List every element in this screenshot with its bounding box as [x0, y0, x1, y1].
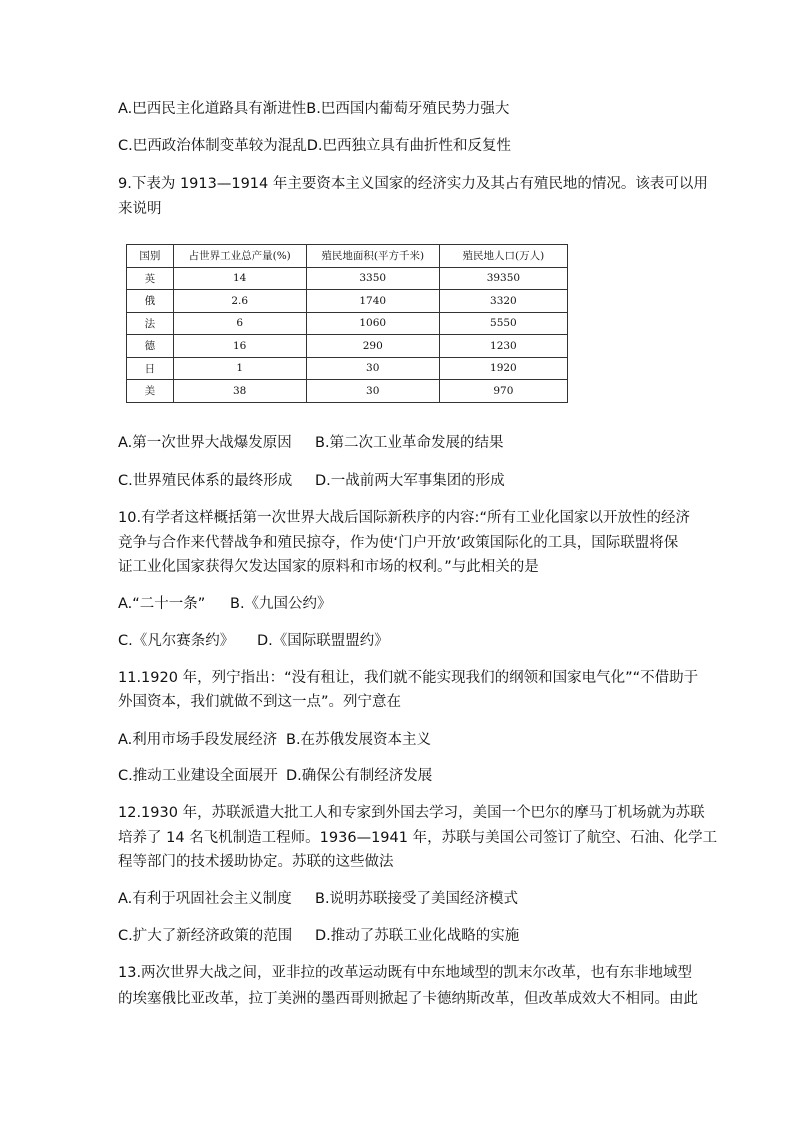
q9-option-b: B.第二次工业革命发展的结果: [315, 435, 504, 451]
q9-options-row-2: [118, 473, 505, 489]
table-row: [127, 357, 568, 380]
table-cell: 39350: [439, 267, 567, 290]
table-cell: 1230: [439, 335, 567, 358]
q11-stem-line-1: 11.1920 年，列宁指出：“没有租让，我们就不能实现我们的纲领和国家电气化”“不借助于: [118, 670, 699, 686]
q10-stem-line-1: 10.有学者这样概括第一次世界大战后国际新秩序的内容:“所有工业化国家以开放性的经济: [118, 510, 690, 526]
table-cell: 970: [439, 380, 567, 403]
q11-options-row-1: [118, 732, 432, 748]
q8-options-row-1: [118, 102, 509, 117]
table-cell: 1060: [306, 312, 439, 335]
table-header-cell: 国别: [127, 245, 174, 268]
table-header-cell: 殖民地人口(万人): [439, 245, 567, 268]
q10-option-a: A.“二十一条”: [118, 596, 206, 612]
table-cell: 英: [127, 267, 174, 290]
q11-option-a: A.利用市场手段发展经济: [118, 732, 278, 748]
table-header-cell: 殖民地面积(平方千米): [306, 245, 439, 268]
table-row: [127, 312, 568, 335]
q12-option-c: C.扩大了新经济政策的范围: [118, 928, 293, 944]
table-cell: 3320: [439, 290, 567, 313]
table-header-cell: 占世界工业总产量(%): [173, 245, 306, 268]
q8-option-d: D.巴西独立具有曲折性和反复性: [306, 138, 512, 154]
table-cell: 2.6: [173, 290, 306, 313]
q9-option-a: A.第一次世界大战爆发原因: [118, 435, 292, 451]
table-cell: 俄: [127, 290, 174, 313]
q12-options-row-2: [118, 928, 520, 944]
q8-option-a: A.巴西民主化道路具有渐进性: [118, 101, 307, 117]
q12-stem-line-2: 培养了 14 名飞机制造工程师。1936—1941 年，苏联与美国公司签订了航空、石油、化学工: [118, 830, 718, 846]
q9-stem-line-1: 9.下表为 1913—1914 年主要资本主义国家的经济实力及其占有殖民地的情况。该表可以用: [118, 176, 708, 192]
q12-stem-line-3: 程等部门的技术援助协定。苏联的这些做法: [118, 854, 394, 870]
q8-option-b: B.巴西国内葡萄牙殖民势力强大: [306, 101, 510, 117]
table-row: [127, 380, 568, 403]
q10-option-d: D.《国际联盟盟约》: [257, 633, 389, 649]
table-cell: 德: [127, 335, 174, 358]
table-cell: 38: [173, 380, 306, 403]
q10-option-b: B.《九国公约》: [230, 596, 332, 612]
table-row: [127, 267, 568, 290]
table-header-row: [127, 245, 568, 268]
q12-stem-line-1: 12.1930 年，苏联派遣大批工人和专家到外国去学习，美国一个巴尔的摩马丁机场就为苏联: [118, 805, 705, 821]
table-cell: 14: [173, 267, 306, 290]
table-cell: 1: [173, 357, 306, 380]
q11-options-row-2: [118, 768, 433, 784]
q10-options-row-1: [118, 596, 332, 612]
q9-stem-line-2: 来说明: [118, 201, 162, 217]
q12-option-d: D.推动了苏联工业化战略的实施: [315, 928, 520, 944]
q9-option-c: C.世界殖民体系的最终形成: [118, 473, 293, 489]
table-row: [127, 335, 568, 358]
q10-stem-line-2: 竞争与合作来代替战争和殖民掠夺，作为使‘门户开放’政策国际化的工具，国际联盟将保: [118, 535, 679, 551]
q12-option-a: A.有利于巩固社会主义制度: [118, 891, 292, 907]
table-cell: 30: [306, 380, 439, 403]
table-cell: 美: [127, 380, 174, 403]
colony-data-table: [126, 244, 568, 403]
q11-option-b: B.在苏俄发展资本主义: [286, 732, 432, 748]
q11-stem-line-2: 外国资本，我们就做不到这一点”。列宁意在: [118, 694, 402, 710]
table-cell: 1920: [439, 357, 567, 380]
table-cell: 6: [173, 312, 306, 335]
table-cell: 1740: [306, 290, 439, 313]
table-cell: 30: [306, 357, 439, 380]
q13-stem-line-1: 13.两次世界大战之间，亚非拉的改革运动既有中东地域型的凯末尔改革，也有东非地域型: [118, 965, 693, 981]
q10-stem-line-3: 证工业化国家获得欠发达国家的原料和市场的权利。”与此相关的是: [118, 559, 539, 575]
table-cell: 法: [127, 312, 174, 335]
table-cell: 16: [173, 335, 306, 358]
table-cell: 3350: [306, 267, 439, 290]
q9-options-row-1: [118, 435, 504, 451]
table-row: [127, 290, 568, 313]
q10-option-c: C.《凡尔赛条约》: [118, 633, 235, 649]
q8-option-c: C.巴西政治体制变革较为混乱: [118, 138, 307, 154]
q9-option-d: D.一战前两大军事集团的形成: [315, 473, 505, 489]
q12-option-b: B.说明苏联接受了美国经济模式: [315, 891, 519, 907]
q11-option-d: D.确保公有制经济发展: [286, 768, 433, 784]
q11-option-c: C.推动工业建设全面展开: [118, 768, 278, 784]
table-cell: 日: [127, 357, 174, 380]
q13-stem-line-2: 的埃塞俄比亚改革，拉丁美洲的墨西哥则掀起了卡德纳斯改革，但改革成效大不相同。由此: [118, 991, 698, 1007]
q10-options-row-2: [118, 633, 389, 649]
q12-options-row-1: [118, 891, 519, 907]
q8-options-row-2: [118, 139, 511, 154]
table-cell: 5550: [439, 312, 567, 335]
table-cell: 290: [306, 335, 439, 358]
